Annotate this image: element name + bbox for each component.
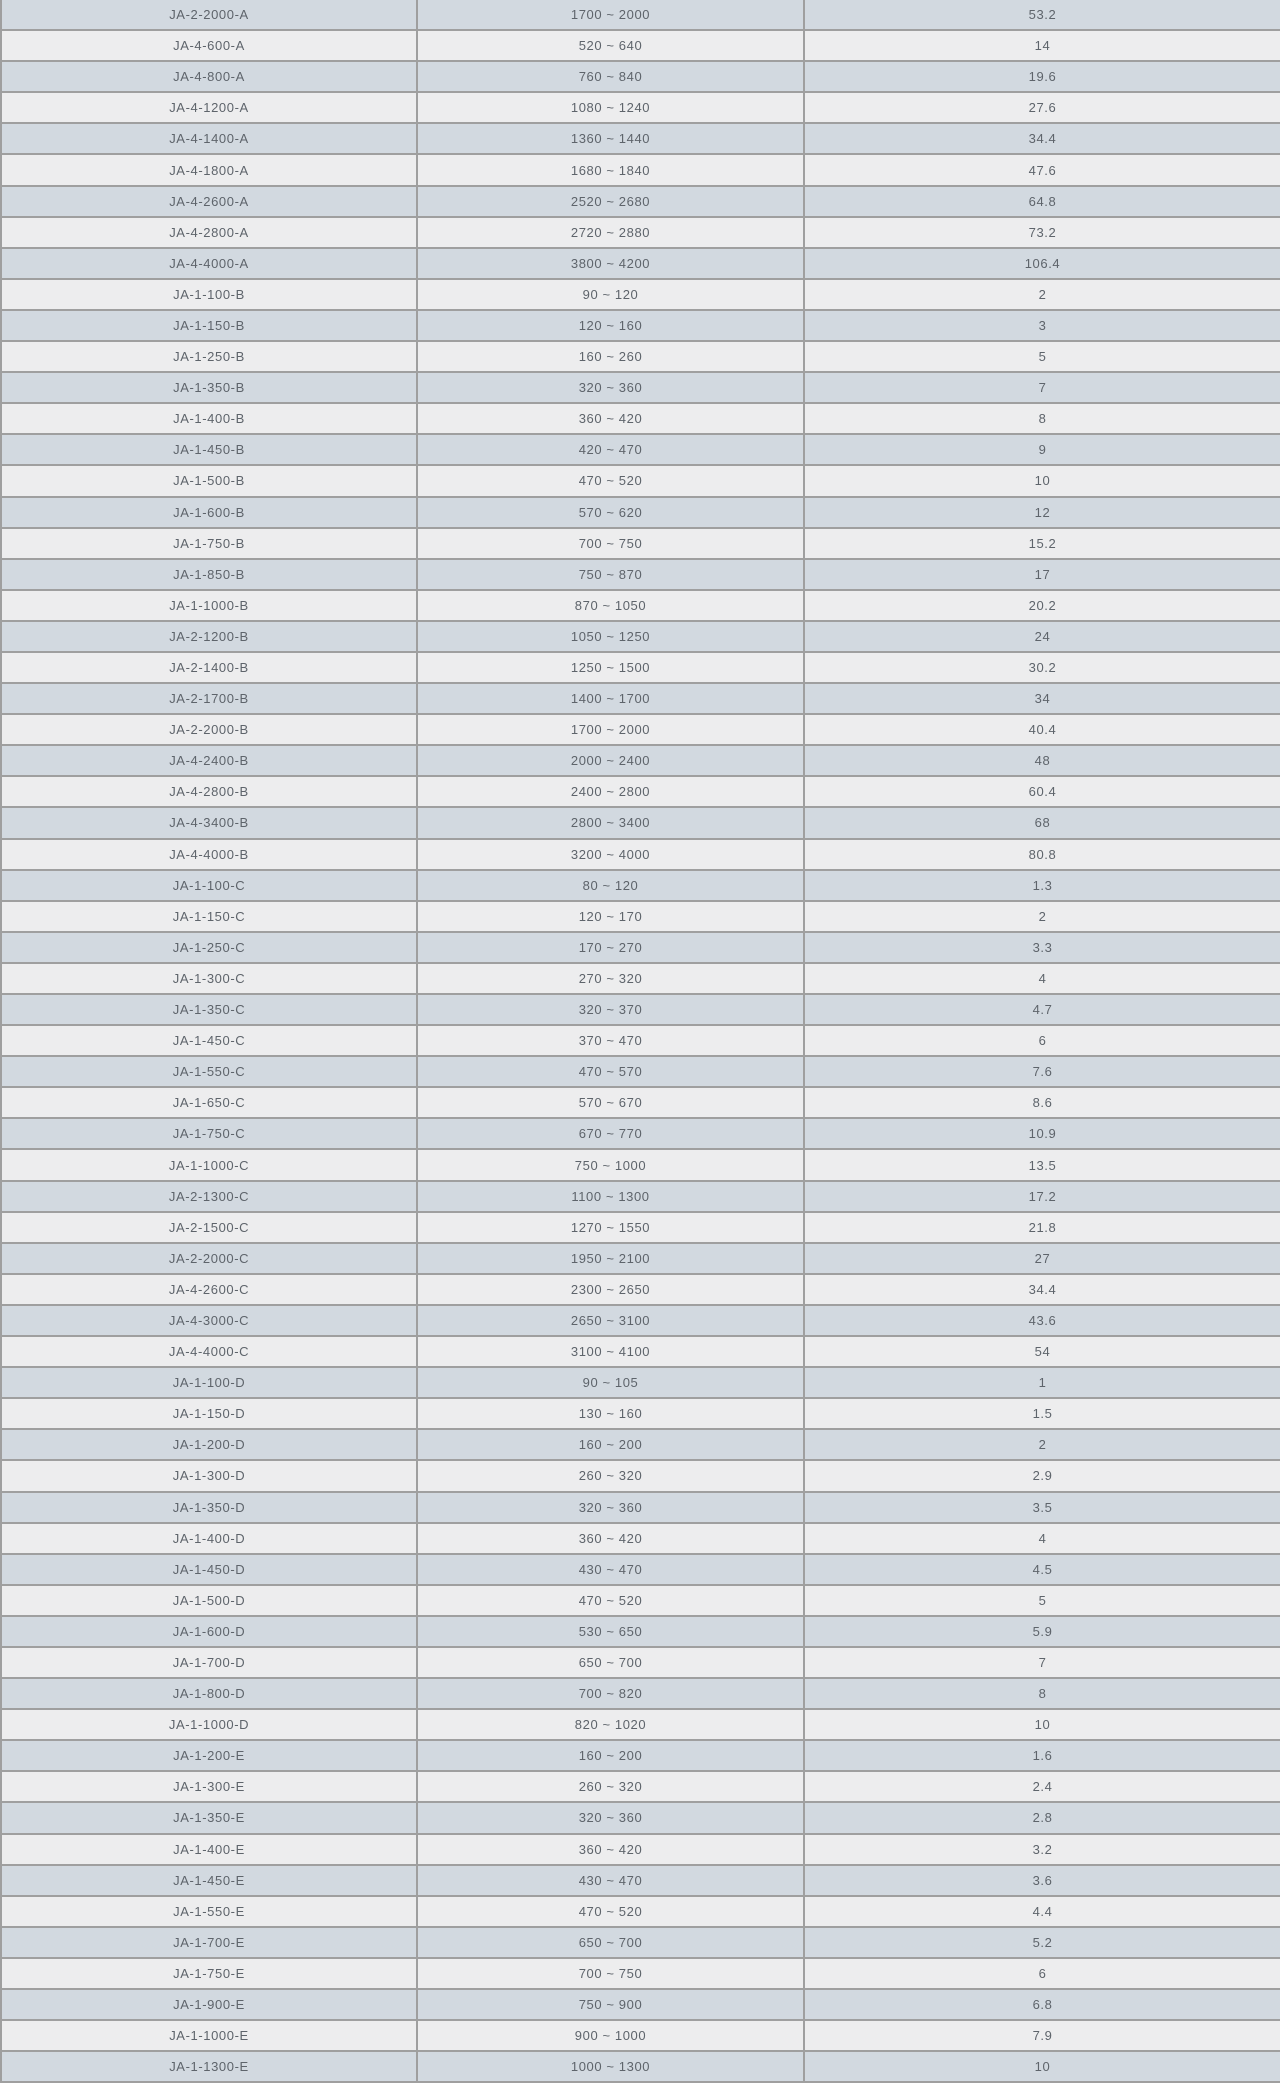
table-row — [1, 434, 1280, 465]
cell-value: 4.7 — [804, 994, 1280, 1025]
cell-model-code: JA-2-2000-B — [1, 714, 417, 745]
table-row — [1, 1802, 1280, 1833]
table-row — [1, 714, 1280, 745]
cell-model-code: JA-2-2000-C — [1, 1243, 417, 1274]
table-row — [1, 963, 1280, 994]
cell-range: 650 ~ 700 — [417, 1647, 804, 1678]
cell-model-code: JA-1-100-C — [1, 870, 417, 901]
table-row — [1, 1056, 1280, 1087]
table-row — [1, 0, 1280, 30]
table-row — [1, 497, 1280, 528]
cell-model-code: JA-1-700-D — [1, 1647, 417, 1678]
cell-range: 320 ~ 360 — [417, 1802, 804, 1833]
table-row — [1, 652, 1280, 683]
cell-value: 7 — [804, 1647, 1280, 1678]
table-row — [1, 1740, 1280, 1771]
cell-range: 1100 ~ 1300 — [417, 1181, 804, 1212]
cell-range: 650 ~ 700 — [417, 1927, 804, 1958]
cell-model-code: JA-2-1400-B — [1, 652, 417, 683]
cell-model-code: JA-1-100-D — [1, 1367, 417, 1398]
table-row — [1, 1523, 1280, 1554]
cell-value: 34.4 — [804, 1274, 1280, 1305]
table-row — [1, 186, 1280, 217]
cell-range: 2720 ~ 2880 — [417, 217, 804, 248]
table-row — [1, 1305, 1280, 1336]
cell-value: 4 — [804, 963, 1280, 994]
table-row — [1, 465, 1280, 496]
cell-value: 8 — [804, 403, 1280, 434]
cell-value: 60.4 — [804, 776, 1280, 807]
cell-value: 17 — [804, 559, 1280, 590]
table-row — [1, 1429, 1280, 1460]
cell-value: 2 — [804, 1429, 1280, 1460]
cell-model-code: JA-4-2800-A — [1, 217, 417, 248]
table-row — [1, 372, 1280, 403]
cell-model-code: JA-4-1200-A — [1, 92, 417, 123]
table-row — [1, 61, 1280, 92]
table-row — [1, 1181, 1280, 1212]
cell-value: 2 — [804, 279, 1280, 310]
cell-value: 47.6 — [804, 154, 1280, 185]
table-row — [1, 1087, 1280, 1118]
cell-value: 53.2 — [804, 0, 1280, 30]
cell-model-code: JA-1-350-B — [1, 372, 417, 403]
cell-model-code: JA-1-600-D — [1, 1616, 417, 1647]
cell-value: 5.2 — [804, 1927, 1280, 1958]
cell-range: 360 ~ 420 — [417, 403, 804, 434]
cell-value: 4 — [804, 1523, 1280, 1554]
cell-range: 90 ~ 105 — [417, 1367, 804, 1398]
cell-range: 470 ~ 570 — [417, 1056, 804, 1087]
cell-range: 3200 ~ 4000 — [417, 839, 804, 870]
cell-range: 1360 ~ 1440 — [417, 123, 804, 154]
cell-model-code: JA-2-1300-C — [1, 1181, 417, 1212]
cell-model-code: JA-4-3000-C — [1, 1305, 417, 1336]
cell-value: 80.8 — [804, 839, 1280, 870]
cell-range: 870 ~ 1050 — [417, 590, 804, 621]
cell-range: 760 ~ 840 — [417, 61, 804, 92]
cell-value: 21.8 — [804, 1212, 1280, 1243]
cell-value: 20.2 — [804, 590, 1280, 621]
cell-range: 1080 ~ 1240 — [417, 92, 804, 123]
table-row — [1, 248, 1280, 279]
cell-model-code: JA-1-300-E — [1, 1771, 417, 1802]
cell-model-code: JA-4-4000-C — [1, 1336, 417, 1367]
table-row — [1, 901, 1280, 932]
cell-value: 64.8 — [804, 186, 1280, 217]
cell-range: 130 ~ 160 — [417, 1398, 804, 1429]
table-row — [1, 528, 1280, 559]
cell-value: 34 — [804, 683, 1280, 714]
table-row — [1, 1460, 1280, 1491]
cell-model-code: JA-2-1700-B — [1, 683, 417, 714]
cell-range: 750 ~ 1000 — [417, 1149, 804, 1180]
cell-value: 68 — [804, 807, 1280, 838]
table-row — [1, 341, 1280, 372]
cell-value: 2.4 — [804, 1771, 1280, 1802]
table-row — [1, 403, 1280, 434]
cell-value: 6.8 — [804, 1989, 1280, 2020]
cell-model-code: JA-4-2800-B — [1, 776, 417, 807]
cell-range: 750 ~ 900 — [417, 1989, 804, 2020]
table-row — [1, 1243, 1280, 1274]
cell-range: 2650 ~ 3100 — [417, 1305, 804, 1336]
cell-value: 2.9 — [804, 1460, 1280, 1491]
table-row — [1, 310, 1280, 341]
cell-model-code: JA-1-250-B — [1, 341, 417, 372]
cell-model-code: JA-4-3400-B — [1, 807, 417, 838]
table-row — [1, 1367, 1280, 1398]
cell-range: 1050 ~ 1250 — [417, 621, 804, 652]
cell-model-code: JA-2-1500-C — [1, 1212, 417, 1243]
table-row — [1, 1865, 1280, 1896]
cell-value: 106.4 — [804, 248, 1280, 279]
cell-value: 73.2 — [804, 217, 1280, 248]
cell-model-code: JA-1-500-D — [1, 1585, 417, 1616]
cell-model-code: JA-1-450-C — [1, 1025, 417, 1056]
cell-model-code: JA-1-300-D — [1, 1460, 417, 1491]
cell-value: 3.3 — [804, 932, 1280, 963]
table-row — [1, 994, 1280, 1025]
spec-table-body — [1, 0, 1280, 2082]
table-row — [1, 1927, 1280, 1958]
cell-value: 4.4 — [804, 1896, 1280, 1927]
table-row — [1, 839, 1280, 870]
cell-model-code: JA-1-300-C — [1, 963, 417, 994]
cell-value: 27 — [804, 1243, 1280, 1274]
cell-range: 2400 ~ 2800 — [417, 776, 804, 807]
cell-value: 15.2 — [804, 528, 1280, 559]
cell-model-code: JA-2-2000-A — [1, 0, 417, 30]
cell-value: 7.9 — [804, 2020, 1280, 2051]
cell-range: 420 ~ 470 — [417, 434, 804, 465]
cell-range: 700 ~ 750 — [417, 1958, 804, 1989]
cell-range: 320 ~ 370 — [417, 994, 804, 1025]
cell-value: 43.6 — [804, 1305, 1280, 1336]
table-row — [1, 1958, 1280, 1989]
cell-range: 530 ~ 650 — [417, 1616, 804, 1647]
cell-range: 430 ~ 470 — [417, 1554, 804, 1585]
cell-range: 320 ~ 360 — [417, 372, 804, 403]
cell-value: 4.5 — [804, 1554, 1280, 1585]
table-row — [1, 30, 1280, 61]
cell-model-code: JA-1-450-B — [1, 434, 417, 465]
table-row — [1, 932, 1280, 963]
cell-model-code: JA-4-2600-C — [1, 1274, 417, 1305]
table-row — [1, 1896, 1280, 1927]
cell-range: 260 ~ 320 — [417, 1460, 804, 1491]
table-row — [1, 217, 1280, 248]
table-row — [1, 1212, 1280, 1243]
cell-value: 10 — [804, 2051, 1280, 2082]
cell-range: 470 ~ 520 — [417, 465, 804, 496]
cell-range: 2300 ~ 2650 — [417, 1274, 804, 1305]
cell-value: 40.4 — [804, 714, 1280, 745]
cell-model-code: JA-1-250-C — [1, 932, 417, 963]
cell-value: 34.4 — [804, 123, 1280, 154]
cell-range: 80 ~ 120 — [417, 870, 804, 901]
cell-range: 1700 ~ 2000 — [417, 0, 804, 30]
table-row — [1, 683, 1280, 714]
table-row — [1, 1989, 1280, 2020]
cell-value: 2.8 — [804, 1802, 1280, 1833]
cell-range: 320 ~ 360 — [417, 1492, 804, 1523]
cell-model-code: JA-4-4000-A — [1, 248, 417, 279]
cell-value: 1.3 — [804, 870, 1280, 901]
table-row — [1, 1492, 1280, 1523]
cell-model-code: JA-1-1000-D — [1, 1709, 417, 1740]
cell-range: 520 ~ 640 — [417, 30, 804, 61]
table-row — [1, 279, 1280, 310]
cell-model-code: JA-1-400-E — [1, 1834, 417, 1865]
cell-value: 12 — [804, 497, 1280, 528]
cell-range: 1680 ~ 1840 — [417, 154, 804, 185]
cell-value: 19.6 — [804, 61, 1280, 92]
cell-range: 1950 ~ 2100 — [417, 1243, 804, 1274]
cell-range: 470 ~ 520 — [417, 1585, 804, 1616]
cell-value: 5.9 — [804, 1616, 1280, 1647]
cell-model-code: JA-1-150-D — [1, 1398, 417, 1429]
cell-range: 120 ~ 160 — [417, 310, 804, 341]
cell-value: 5 — [804, 1585, 1280, 1616]
cell-model-code: JA-1-1300-E — [1, 2051, 417, 2082]
cell-range: 700 ~ 750 — [417, 528, 804, 559]
cell-range: 1400 ~ 1700 — [417, 683, 804, 714]
cell-range: 120 ~ 170 — [417, 901, 804, 932]
cell-range: 2000 ~ 2400 — [417, 745, 804, 776]
cell-value: 3.6 — [804, 1865, 1280, 1896]
cell-value: 8 — [804, 1678, 1280, 1709]
cell-model-code: JA-1-450-E — [1, 1865, 417, 1896]
table-row — [1, 1118, 1280, 1149]
cell-model-code: JA-1-350-D — [1, 1492, 417, 1523]
cell-value: 17.2 — [804, 1181, 1280, 1212]
cell-range: 260 ~ 320 — [417, 1771, 804, 1802]
cell-value: 54 — [804, 1336, 1280, 1367]
cell-range: 2800 ~ 3400 — [417, 807, 804, 838]
table-row — [1, 2051, 1280, 2082]
cell-value: 9 — [804, 434, 1280, 465]
table-row — [1, 870, 1280, 901]
cell-value: 14 — [804, 30, 1280, 61]
cell-range: 1000 ~ 1300 — [417, 2051, 804, 2082]
cell-range: 750 ~ 870 — [417, 559, 804, 590]
cell-model-code: JA-1-350-C — [1, 994, 417, 1025]
table-row — [1, 1149, 1280, 1180]
table-row — [1, 1274, 1280, 1305]
cell-value: 7.6 — [804, 1056, 1280, 1087]
cell-range: 270 ~ 320 — [417, 963, 804, 994]
table-row — [1, 807, 1280, 838]
cell-range: 3800 ~ 4200 — [417, 248, 804, 279]
table-row — [1, 1771, 1280, 1802]
cell-value: 3.5 — [804, 1492, 1280, 1523]
cell-model-code: JA-1-750-E — [1, 1958, 417, 1989]
table-row — [1, 1834, 1280, 1865]
cell-model-code: JA-1-800-D — [1, 1678, 417, 1709]
cell-value: 30.2 — [804, 652, 1280, 683]
cell-range: 470 ~ 520 — [417, 1896, 804, 1927]
cell-range: 90 ~ 120 — [417, 279, 804, 310]
cell-value: 5 — [804, 341, 1280, 372]
table-row — [1, 776, 1280, 807]
cell-range: 160 ~ 200 — [417, 1429, 804, 1460]
cell-value: 10.9 — [804, 1118, 1280, 1149]
cell-model-code: JA-1-400-D — [1, 1523, 417, 1554]
cell-model-code: JA-1-1000-B — [1, 590, 417, 621]
cell-range: 570 ~ 670 — [417, 1087, 804, 1118]
cell-value: 24 — [804, 621, 1280, 652]
cell-value: 27.6 — [804, 92, 1280, 123]
cell-range: 2520 ~ 2680 — [417, 186, 804, 217]
cell-range: 360 ~ 420 — [417, 1834, 804, 1865]
cell-value: 6 — [804, 1025, 1280, 1056]
cell-model-code: JA-1-900-E — [1, 1989, 417, 2020]
cell-model-code: JA-1-500-B — [1, 465, 417, 496]
cell-range: 570 ~ 620 — [417, 497, 804, 528]
cell-model-code: JA-1-350-E — [1, 1802, 417, 1833]
table-row — [1, 1025, 1280, 1056]
cell-range: 1700 ~ 2000 — [417, 714, 804, 745]
table-row — [1, 1709, 1280, 1740]
cell-value: 1.5 — [804, 1398, 1280, 1429]
cell-model-code: JA-4-1400-A — [1, 123, 417, 154]
table-row — [1, 1678, 1280, 1709]
table-row — [1, 2020, 1280, 2051]
cell-range: 360 ~ 420 — [417, 1523, 804, 1554]
cell-range: 670 ~ 770 — [417, 1118, 804, 1149]
cell-model-code: JA-1-1000-C — [1, 1149, 417, 1180]
cell-range: 3100 ~ 4100 — [417, 1336, 804, 1367]
table-row — [1, 1336, 1280, 1367]
cell-model-code: JA-1-150-C — [1, 901, 417, 932]
cell-range: 170 ~ 270 — [417, 932, 804, 963]
table-row — [1, 123, 1280, 154]
table-row — [1, 590, 1280, 621]
cell-model-code: JA-1-700-E — [1, 1927, 417, 1958]
cell-model-code: JA-1-450-D — [1, 1554, 417, 1585]
cell-range: 160 ~ 200 — [417, 1740, 804, 1771]
cell-value: 1.6 — [804, 1740, 1280, 1771]
cell-model-code: JA-4-600-A — [1, 30, 417, 61]
table-row — [1, 1585, 1280, 1616]
cell-value: 3.2 — [804, 1834, 1280, 1865]
cell-model-code: JA-2-1200-B — [1, 621, 417, 652]
cell-model-code: JA-4-1800-A — [1, 154, 417, 185]
cell-model-code: JA-1-850-B — [1, 559, 417, 590]
cell-value: 10 — [804, 465, 1280, 496]
table-row — [1, 1554, 1280, 1585]
table-row — [1, 1647, 1280, 1678]
cell-model-code: JA-4-800-A — [1, 61, 417, 92]
cell-value: 2 — [804, 901, 1280, 932]
cell-range: 1250 ~ 1500 — [417, 652, 804, 683]
cell-model-code: JA-1-600-B — [1, 497, 417, 528]
cell-value: 8.6 — [804, 1087, 1280, 1118]
table-row — [1, 154, 1280, 185]
cell-model-code: JA-1-150-B — [1, 310, 417, 341]
cell-model-code: JA-1-750-C — [1, 1118, 417, 1149]
cell-model-code: JA-1-100-B — [1, 279, 417, 310]
cell-model-code: JA-1-1000-E — [1, 2020, 417, 2051]
cell-model-code: JA-4-4000-B — [1, 839, 417, 870]
cell-value: 3 — [804, 310, 1280, 341]
cell-range: 370 ~ 470 — [417, 1025, 804, 1056]
cell-value: 10 — [804, 1709, 1280, 1740]
cell-range: 1270 ~ 1550 — [417, 1212, 804, 1243]
cell-value: 48 — [804, 745, 1280, 776]
cell-range: 900 ~ 1000 — [417, 2020, 804, 2051]
cell-value: 6 — [804, 1958, 1280, 1989]
table-row — [1, 1616, 1280, 1647]
cell-model-code: JA-4-2600-A — [1, 186, 417, 217]
cell-range: 700 ~ 820 — [417, 1678, 804, 1709]
table-row — [1, 621, 1280, 652]
cell-model-code: JA-4-2400-B — [1, 745, 417, 776]
table-row — [1, 559, 1280, 590]
table-row — [1, 1398, 1280, 1429]
cell-model-code: JA-1-750-B — [1, 528, 417, 559]
cell-model-code: JA-1-400-B — [1, 403, 417, 434]
cell-value: 7 — [804, 372, 1280, 403]
cell-range: 820 ~ 1020 — [417, 1709, 804, 1740]
cell-model-code: JA-1-550-E — [1, 1896, 417, 1927]
cell-model-code: JA-1-200-D — [1, 1429, 417, 1460]
cell-value: 13.5 — [804, 1149, 1280, 1180]
cell-model-code: JA-1-550-C — [1, 1056, 417, 1087]
cell-model-code: JA-1-200-E — [1, 1740, 417, 1771]
table-row — [1, 745, 1280, 776]
cell-range: 160 ~ 260 — [417, 341, 804, 372]
cell-range: 430 ~ 470 — [417, 1865, 804, 1896]
cell-value: 1 — [804, 1367, 1280, 1398]
table-row — [1, 92, 1280, 123]
cell-model-code: JA-1-650-C — [1, 1087, 417, 1118]
